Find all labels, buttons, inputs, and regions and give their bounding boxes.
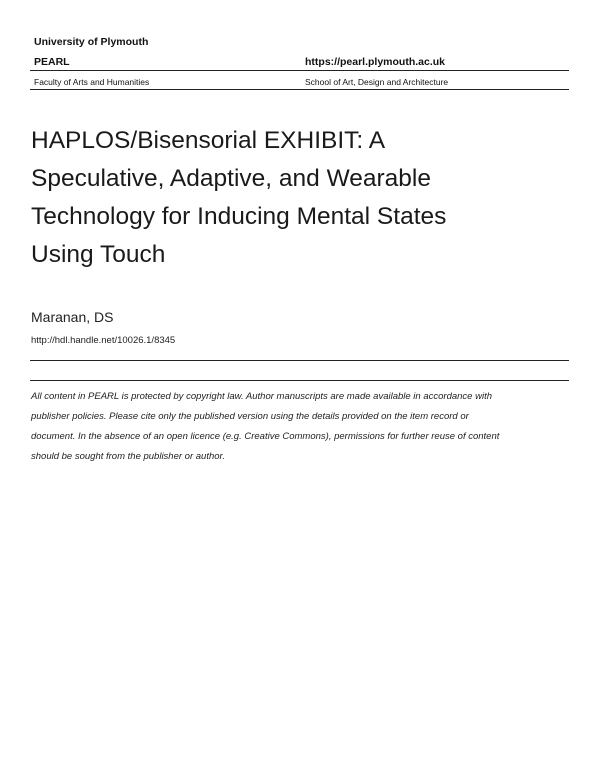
notice-line: should be sought from the publisher or author.: [31, 451, 225, 462]
school-name: School of Art, Design and Architecture: [305, 77, 449, 87]
repository-url-link[interactable]: https://pearl.plymouth.ac.uk: [305, 56, 446, 68]
notice-divider-top: [30, 360, 569, 361]
title-line: Speculative, Adaptive, and Wearable: [31, 165, 431, 192]
copyright-notice: [31, 387, 569, 467]
repository-name: PEARL: [34, 56, 70, 68]
author-name: Maranan, DS: [31, 309, 114, 325]
title-line: Technology for Inducing Mental States: [31, 203, 447, 230]
document-title: [31, 122, 571, 274]
notice-line: All content in PEARL is protected by copyright law. Author manuscripts are made available in accordance with: [31, 391, 492, 402]
notice-divider-bottom: [30, 380, 569, 381]
header-divider-top: [30, 70, 569, 71]
title-line: Using Touch: [31, 241, 166, 268]
university-name: University of Plymouth: [34, 36, 149, 48]
notice-line: document. In the absence of an open licence (e.g. Creative Commons), permissions for further reuse of content: [31, 431, 500, 442]
title-line: HAPLOS/Bisensorial EXHIBIT: A: [31, 127, 386, 154]
faculty-name: Faculty of Arts and Humanities: [34, 77, 150, 87]
notice-line: publisher policies. Please cite only the published version using the details provided on the item record or: [31, 411, 469, 422]
handle-link[interactable]: http://hdl.handle.net/10026.1/8345: [31, 335, 176, 346]
header-divider-bottom: [30, 89, 569, 90]
